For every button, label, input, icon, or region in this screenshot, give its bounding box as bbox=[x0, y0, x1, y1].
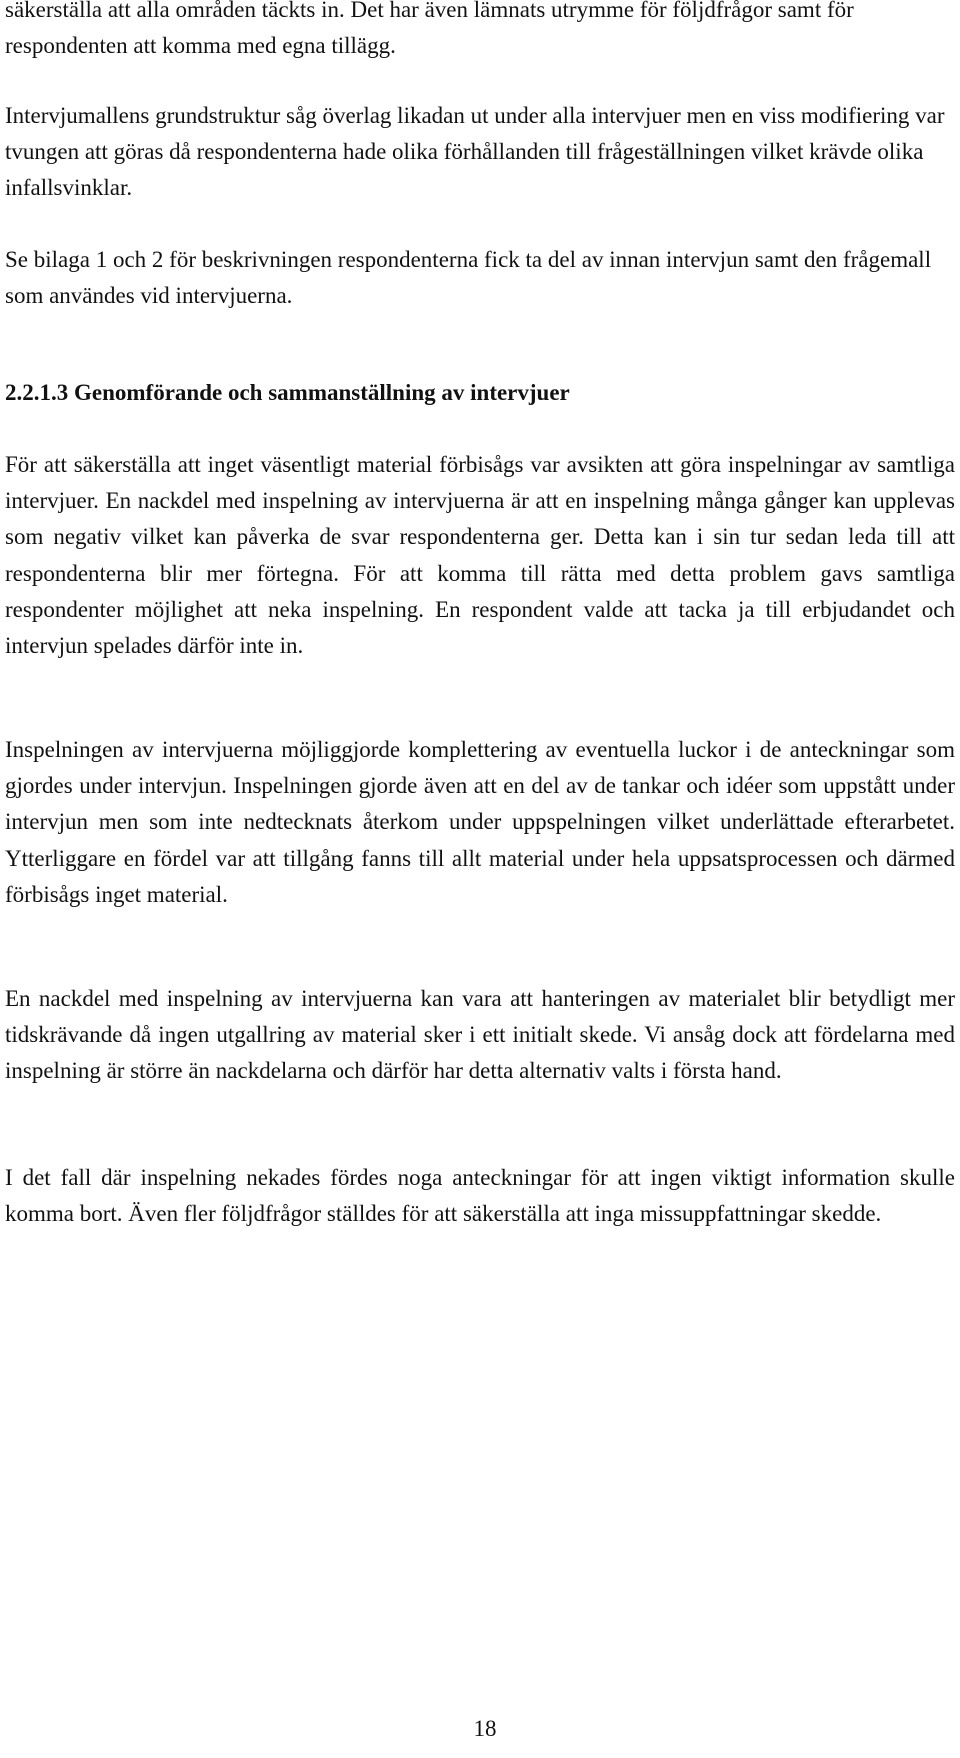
paragraph-appendix-reference: Se bilaga 1 och 2 för beskrivningen respondenterna fick ta del av innan intervjun samt den frågemall som användes vid intervjuerna. bbox=[5, 247, 932, 309]
section-heading: 2.2.1.3 Genomförande och sammanställning av intervjuer bbox=[5, 380, 570, 405]
paragraph-recording-drawbacks: En nackdel med inspelning av intervjuerna kan vara att hanteringen av materialet blir betydligt mer tidskrävande då ingen utgallring av material sker i ett initialt skede. Vi ansåg dock att fördelarna med inspelning är större än nackdelarna och därför har detta alternativ valts i första hand. bbox=[5, 986, 955, 1084]
paragraph-recording-purpose: För att säkerställa att inget väsentligt material förbisågs var avsikten att göra inspelningar av samtliga intervjuer. En nackdel med inspelning av intervjuerna är att en inspelning många gånger kan upplevas som negativ vilket kan påverka de svar respondenterna ger. Detta kan i sin tur sedan leda till att respondenterna blir mer förtegna. För att komma till rätta med detta problem gavs samtliga respondenter möjlighet att neka inspelning. En respondent valde att tacka ja till erbjudandet och intervjun spelades därför inte in. bbox=[5, 452, 955, 659]
paragraph-interview-template: Intervjumallens grundstruktur såg överlag likadan ut under alla intervjuer men en viss modifiering var tvungen att göras då respondenterna hade olika förhållanden till frågeställningen vilket krävde olika infallsvinklar. bbox=[5, 103, 945, 201]
page-number: 18 bbox=[473, 1716, 497, 1741]
paragraph-recording-benefits: Inspelningen av intervjuerna möjliggjorde komplettering av eventuella luckor i de anteckningar som gjordes under intervjun. Inspelningen gjorde även att en del av de tankar och idéer som uppstått under intervjun men som inte nedtecknats återkom under uppspelningen vilket underlättade efterarbetet. Ytterliggare en fördel var att tillgång fanns till allt material under hela uppsatsprocessen och därmed förbisågs inget material. bbox=[5, 737, 955, 907]
paragraph-declined-recording: I det fall där inspelning nekades fördes noga anteckningar för att ingen viktigt information skulle komma bort. Även fler följdfrågor ställdes för att säkerställa att inga missuppfattningar skedde. bbox=[5, 1165, 955, 1227]
document-page bbox=[5, 0, 955, 1758]
paragraph-continuation: säkerställa att alla områden täckts in. Det har även lämnats utrymme för följdfrågor samt för respondenten att komma med egna tillägg. bbox=[5, 0, 854, 59]
